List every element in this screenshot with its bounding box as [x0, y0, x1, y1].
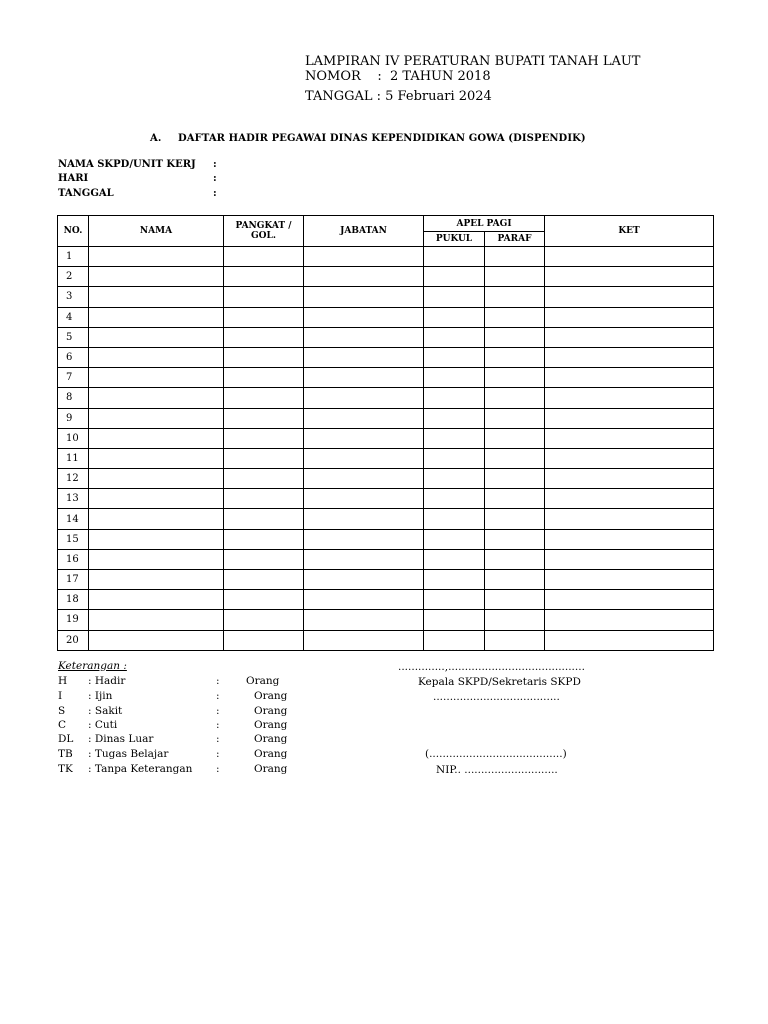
ket-cell	[545, 388, 714, 408]
section-title-text: DAFTAR HADIR PEGAWAI DINAS KEPENDIDIKAN GOWA (DISPENDIK)	[178, 133, 586, 144]
ket-cell	[545, 428, 714, 448]
pangkat-cell	[224, 428, 304, 448]
pangkat-cell	[224, 448, 304, 468]
header-line-1: LAMPIRAN IV PERATURAN BUPATI TANAH LAUT	[305, 54, 641, 69]
ket-cell	[545, 570, 714, 590]
meta-skpd	[58, 159, 217, 170]
header-no: NO.	[58, 216, 89, 247]
table-row	[58, 630, 714, 650]
table-row	[58, 509, 714, 529]
ket-cell	[545, 529, 714, 549]
pukul-cell	[424, 590, 485, 610]
row-number: 17	[58, 570, 89, 590]
nama-cell	[89, 327, 224, 347]
jabatan-cell	[304, 630, 424, 650]
legend-colon: :	[216, 705, 220, 717]
keterangan-title: Keterangan :	[58, 660, 127, 672]
pukul-cell	[424, 368, 485, 388]
legend-unit: Orang	[254, 705, 288, 717]
jabatan-cell	[304, 368, 424, 388]
legend-unit: Orang	[254, 748, 288, 760]
table-row	[58, 307, 714, 327]
ket-cell	[545, 347, 714, 367]
pukul-cell	[424, 610, 485, 630]
table-row	[58, 428, 714, 448]
paraf-cell	[485, 489, 545, 509]
paraf-cell	[485, 448, 545, 468]
attendance-table	[57, 215, 714, 651]
jabatan-cell	[304, 267, 424, 287]
legend-colon: :	[216, 748, 220, 760]
legend-colon: :	[216, 733, 220, 745]
table-row	[58, 469, 714, 489]
jabatan-cell	[304, 428, 424, 448]
jabatan-cell	[304, 529, 424, 549]
row-number: 19	[58, 610, 89, 630]
nama-cell	[89, 509, 224, 529]
nama-cell	[89, 610, 224, 630]
pangkat-cell	[224, 570, 304, 590]
legend-unit: Orang	[254, 719, 288, 731]
table-row	[58, 368, 714, 388]
row-number: 8	[58, 388, 89, 408]
nama-cell	[89, 529, 224, 549]
nama-cell	[89, 307, 224, 327]
row-number: 7	[58, 368, 89, 388]
pukul-cell	[424, 630, 485, 650]
legend-desc: : Dinas Luar	[88, 733, 154, 745]
pukul-cell	[424, 267, 485, 287]
signature-blank: ......................................	[433, 691, 560, 703]
nama-cell	[89, 408, 224, 428]
attendance-rows	[58, 247, 714, 651]
paraf-cell	[485, 469, 545, 489]
nama-cell	[89, 590, 224, 610]
nama-cell	[89, 267, 224, 287]
header-apel-pagi: APEL PAGI	[424, 216, 545, 232]
jabatan-cell	[304, 570, 424, 590]
legend-unit: Orang	[246, 675, 280, 687]
legend-colon: :	[216, 690, 220, 702]
paraf-cell	[485, 347, 545, 367]
pangkat-cell	[224, 610, 304, 630]
pukul-cell	[424, 489, 485, 509]
legend-item	[58, 675, 279, 687]
pangkat-cell	[224, 247, 304, 267]
jabatan-cell	[304, 327, 424, 347]
section-title	[150, 133, 586, 144]
row-number: 16	[58, 549, 89, 569]
signature-name: (........................................)	[425, 748, 567, 760]
pukul-cell	[424, 549, 485, 569]
nama-cell	[89, 388, 224, 408]
nama-cell	[89, 630, 224, 650]
table-row	[58, 347, 714, 367]
jabatan-cell	[304, 489, 424, 509]
pangkat-cell	[224, 509, 304, 529]
jabatan-cell	[304, 549, 424, 569]
legend-colon: :	[216, 719, 220, 731]
meta-sep: :	[213, 159, 217, 170]
table-row	[58, 489, 714, 509]
ket-cell	[545, 267, 714, 287]
signature-nip: NIP.. ............................	[436, 764, 558, 776]
paraf-cell	[485, 388, 545, 408]
pangkat-cell	[224, 590, 304, 610]
row-number: 3	[58, 287, 89, 307]
pangkat-cell	[224, 408, 304, 428]
jabatan-cell	[304, 408, 424, 428]
row-number: 2	[58, 267, 89, 287]
nama-cell	[89, 448, 224, 468]
header-jabatan: JABATAN	[304, 216, 424, 247]
table-row	[58, 448, 714, 468]
paraf-cell	[485, 549, 545, 569]
legend-code: DL	[58, 733, 74, 745]
pukul-cell	[424, 327, 485, 347]
paraf-cell	[485, 529, 545, 549]
row-number: 15	[58, 529, 89, 549]
table-row	[58, 549, 714, 569]
jabatan-cell	[304, 448, 424, 468]
legend-desc: : Ijin	[88, 690, 113, 702]
jabatan-cell	[304, 287, 424, 307]
meta-label: TANGGAL	[58, 188, 114, 199]
ket-cell	[545, 247, 714, 267]
legend-colon: :	[216, 763, 220, 775]
pangkat-cell	[224, 388, 304, 408]
row-number: 13	[58, 489, 89, 509]
table-row	[58, 590, 714, 610]
table-row	[58, 267, 714, 287]
legend-desc: : Tanpa Keterangan	[88, 763, 193, 775]
paraf-cell	[485, 630, 545, 650]
paraf-cell	[485, 287, 545, 307]
row-number: 10	[58, 428, 89, 448]
row-number: 18	[58, 590, 89, 610]
pangkat-cell	[224, 549, 304, 569]
legend-item	[58, 733, 287, 745]
pukul-cell	[424, 529, 485, 549]
nama-cell	[89, 347, 224, 367]
pukul-cell	[424, 570, 485, 590]
ket-cell	[545, 327, 714, 347]
jabatan-cell	[304, 509, 424, 529]
paraf-cell	[485, 590, 545, 610]
jabatan-cell	[304, 307, 424, 327]
jabatan-cell	[304, 590, 424, 610]
header-nama: NAMA	[89, 216, 224, 247]
pukul-cell	[424, 307, 485, 327]
pangkat-cell	[224, 267, 304, 287]
legend-item	[58, 748, 287, 760]
pangkat-cell	[224, 469, 304, 489]
legend-unit: Orang	[254, 690, 288, 702]
legend-code: TK	[58, 763, 73, 775]
paraf-cell	[485, 428, 545, 448]
header-pangkat: PANGKAT / GOL.	[224, 216, 304, 247]
header-paraf: PARAF	[485, 232, 545, 247]
header-line-3: TANGGAL : 5 Februari 2024	[305, 89, 492, 104]
nama-cell	[89, 549, 224, 569]
ket-cell	[545, 408, 714, 428]
ket-cell	[545, 509, 714, 529]
pukul-cell	[424, 509, 485, 529]
row-number: 5	[58, 327, 89, 347]
pangkat-cell	[224, 489, 304, 509]
header-pukul: PUKUL	[424, 232, 485, 247]
nama-cell	[89, 247, 224, 267]
pangkat-cell	[224, 529, 304, 549]
table-row	[58, 610, 714, 630]
pangkat-cell	[224, 287, 304, 307]
ket-cell	[545, 307, 714, 327]
nama-cell	[89, 489, 224, 509]
signature-role: Kepala SKPD/Sekretaris SKPD	[418, 676, 581, 688]
row-number: 11	[58, 448, 89, 468]
pukul-cell	[424, 469, 485, 489]
paraf-cell	[485, 247, 545, 267]
ket-cell	[545, 469, 714, 489]
table-row	[58, 529, 714, 549]
legend-unit: Orang	[254, 733, 288, 745]
row-number: 6	[58, 347, 89, 367]
paraf-cell	[485, 368, 545, 388]
meta-label: HARI	[58, 173, 89, 184]
jabatan-cell	[304, 388, 424, 408]
ket-cell	[545, 489, 714, 509]
meta-sep: :	[213, 188, 217, 199]
row-number: 4	[58, 307, 89, 327]
ket-cell	[545, 610, 714, 630]
ket-cell	[545, 630, 714, 650]
header-line-2: NOMOR : 2 TAHUN 2018	[305, 69, 491, 84]
jabatan-cell	[304, 347, 424, 367]
legend-colon: :	[216, 675, 220, 687]
paraf-cell	[485, 327, 545, 347]
pangkat-cell	[224, 347, 304, 367]
jabatan-cell	[304, 247, 424, 267]
nama-cell	[89, 469, 224, 489]
pukul-cell	[424, 448, 485, 468]
pukul-cell	[424, 287, 485, 307]
ket-cell	[545, 368, 714, 388]
signature-place-date: ..............,.........................................	[398, 661, 585, 673]
row-number: 1	[58, 247, 89, 267]
legend-code: I	[58, 690, 63, 702]
table-row	[58, 570, 714, 590]
header-ket: KET	[545, 216, 714, 247]
legend-item	[58, 705, 287, 717]
meta-sep: :	[213, 173, 217, 184]
ket-cell	[545, 448, 714, 468]
legend-code: H	[58, 675, 68, 687]
table-row	[58, 408, 714, 428]
legend-desc: : Hadir	[88, 675, 126, 687]
pukul-cell	[424, 347, 485, 367]
row-number: 20	[58, 630, 89, 650]
nama-cell	[89, 287, 224, 307]
pangkat-cell	[224, 307, 304, 327]
legend-desc: : Sakit	[88, 705, 123, 717]
row-number: 14	[58, 509, 89, 529]
legend-code: S	[58, 705, 66, 717]
table-row	[58, 327, 714, 347]
meta-hari	[58, 173, 217, 184]
legend-item	[58, 719, 287, 731]
legend-unit: Orang	[254, 763, 288, 775]
jabatan-cell	[304, 610, 424, 630]
legend-desc: : Tugas Belajar	[88, 748, 169, 760]
pukul-cell	[424, 408, 485, 428]
pangkat-cell	[224, 630, 304, 650]
row-number: 12	[58, 469, 89, 489]
paraf-cell	[485, 307, 545, 327]
paraf-cell	[485, 570, 545, 590]
pangkat-cell	[224, 368, 304, 388]
table-row	[58, 287, 714, 307]
ket-cell	[545, 287, 714, 307]
legend-desc: : Cuti	[88, 719, 118, 731]
table-row	[58, 247, 714, 267]
pukul-cell	[424, 428, 485, 448]
legend-item	[58, 763, 287, 775]
pukul-cell	[424, 247, 485, 267]
legend-code: TB	[58, 748, 73, 760]
legend-code: C	[58, 719, 67, 731]
section-number: A.	[150, 133, 162, 144]
pangkat-cell	[224, 327, 304, 347]
row-number: 9	[58, 408, 89, 428]
paraf-cell	[485, 610, 545, 630]
jabatan-cell	[304, 469, 424, 489]
paraf-cell	[485, 408, 545, 428]
meta-tanggal	[58, 188, 217, 199]
pukul-cell	[424, 388, 485, 408]
nama-cell	[89, 570, 224, 590]
nama-cell	[89, 368, 224, 388]
table-row	[58, 388, 714, 408]
legend-item	[58, 690, 287, 702]
ket-cell	[545, 590, 714, 610]
paraf-cell	[485, 267, 545, 287]
nama-cell	[89, 428, 224, 448]
meta-label: NAMA SKPD/UNIT KERJ	[58, 159, 196, 170]
paraf-cell	[485, 509, 545, 529]
ket-cell	[545, 549, 714, 569]
